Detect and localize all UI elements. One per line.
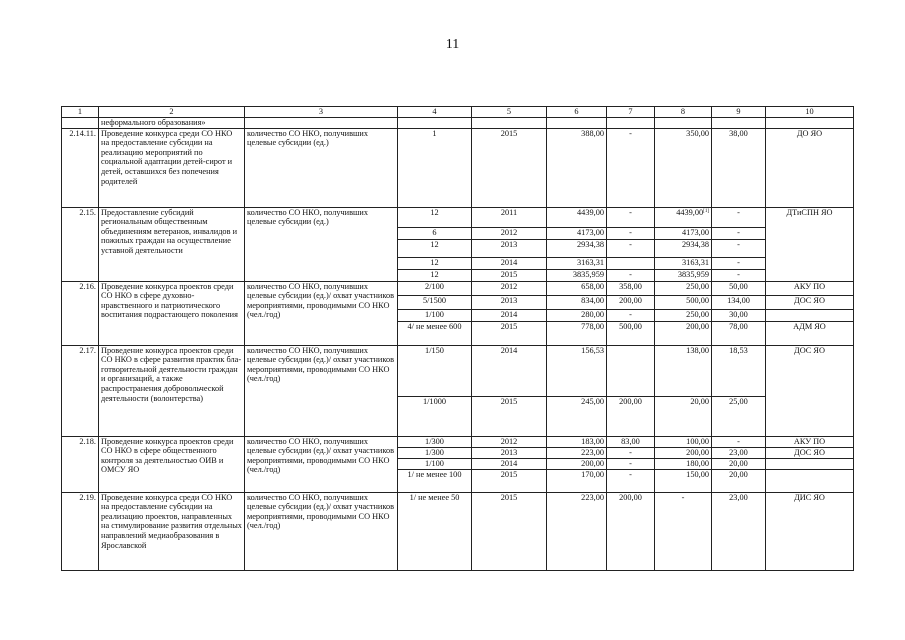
total-amount: 4439,00 bbox=[547, 207, 607, 227]
year: 2011 bbox=[472, 207, 547, 227]
indicator-value: 2/100 bbox=[398, 281, 472, 295]
page-number: 11 bbox=[445, 37, 460, 52]
header-row bbox=[62, 107, 854, 118]
total-amount: 3835,959 bbox=[547, 269, 607, 281]
year: 2015 bbox=[472, 492, 547, 570]
col-7-value: 200,00 bbox=[607, 492, 655, 570]
col-9-value: - bbox=[712, 227, 766, 239]
col-9-value: 25,00 bbox=[712, 396, 766, 436]
year: 2013 bbox=[472, 447, 547, 458]
row-number: 2.19. bbox=[62, 492, 99, 570]
total-amount: 170,00 bbox=[547, 469, 607, 492]
indicator-value: 1/ не менее 50 bbox=[398, 492, 472, 570]
col-7-value: - bbox=[607, 239, 655, 257]
col-7-value: 500,00 bbox=[607, 321, 655, 345]
indicator-value: 1/100 bbox=[398, 458, 472, 469]
col-7-value: - bbox=[607, 447, 655, 458]
col-9-value: - bbox=[712, 269, 766, 281]
total-amount: 280,00 bbox=[547, 309, 607, 321]
col-8-value: 500,00 bbox=[655, 295, 712, 309]
col-8-value: 100,00 bbox=[655, 436, 712, 447]
continuation-text: неформального образования» bbox=[99, 117, 245, 128]
responsible-org: ДОС ЯО bbox=[766, 295, 854, 309]
row-number: 2.18. bbox=[62, 436, 99, 492]
col-9-value: - bbox=[712, 436, 766, 447]
col-8-value: 250,00 bbox=[655, 281, 712, 295]
indicator-value: 5/1500 bbox=[398, 295, 472, 309]
indicator-value: 1/300 bbox=[398, 447, 472, 458]
year: 2014 bbox=[472, 309, 547, 321]
indicator-value: 1/100 bbox=[398, 309, 472, 321]
total-amount: 3163,31 bbox=[547, 257, 607, 269]
col-9-value: 134,00 bbox=[712, 295, 766, 309]
col-8-value: 3163,31 bbox=[655, 257, 712, 269]
col-8-value: 250,00 bbox=[655, 309, 712, 321]
year: 2014 bbox=[472, 345, 547, 396]
indicator-value: 6 bbox=[398, 227, 472, 239]
year: 2015 bbox=[472, 269, 547, 281]
total-amount: 388,00 bbox=[547, 128, 607, 207]
col-8-value: 20,00 bbox=[655, 396, 712, 436]
col-7-value: - bbox=[607, 458, 655, 469]
header-cell: 9 bbox=[712, 107, 766, 118]
measure-name: Проведение конкурса проектов среди СО НКО в сфере развития практик бла-готворительной деятельности граждан и организаций, а также распространения добровольческой деятельности (волонтерства) bbox=[99, 345, 245, 436]
table-row bbox=[62, 207, 854, 227]
measure-name: Предоставление субсидий региональным общественным объединениям ветеранов, инвалидов и пожилых граждан на осуществление уставной деятельности bbox=[99, 207, 245, 281]
col-9-value: 78,00 bbox=[712, 321, 766, 345]
measure-name: Проведение конкурса проектов среди СО НКО в сфере общественного контроля за деятельностью ОИВ и ОМСУ ЯО bbox=[99, 436, 245, 492]
responsible-org: ДО ЯО bbox=[766, 128, 854, 207]
col-7-value: 200,00 bbox=[607, 295, 655, 309]
col-9-value: - bbox=[712, 207, 766, 227]
col-9-value: 20,00 bbox=[712, 458, 766, 469]
indicator-value: 4/ не менее 600 bbox=[398, 321, 472, 345]
header-cell: 8 bbox=[655, 107, 712, 118]
col-9-value: 50,00 bbox=[712, 281, 766, 295]
col-7-value: - bbox=[607, 309, 655, 321]
col-8-value: 138,00 bbox=[655, 345, 712, 396]
total-amount: 200,00 bbox=[547, 458, 607, 469]
col-9-value: - bbox=[712, 257, 766, 269]
col-7-value: 358,00 bbox=[607, 281, 655, 295]
col-9-value: 30,00 bbox=[712, 309, 766, 321]
responsible-org: ДОС ЯО bbox=[766, 345, 854, 436]
header-cell: 4 bbox=[398, 107, 472, 118]
total-amount: 658,00 bbox=[547, 281, 607, 295]
indicator: количество СО НКО, получивших целевые субсидии (ед.)/ охват участников мероприятиями, проводимыми СО НКО (чел./год) bbox=[245, 345, 398, 436]
col-7-value: - bbox=[607, 469, 655, 492]
col-7-value: 83,00 bbox=[607, 436, 655, 447]
row-number: 2.16. bbox=[62, 281, 99, 345]
col-8-value: - bbox=[655, 492, 712, 570]
indicator-value: 12 bbox=[398, 239, 472, 257]
header-cell: 7 bbox=[607, 107, 655, 118]
col-7-value: - bbox=[607, 128, 655, 207]
year: 2015 bbox=[472, 469, 547, 492]
table-row bbox=[62, 345, 854, 396]
col-8-value bbox=[655, 207, 712, 227]
col-9-value: 18,53 bbox=[712, 345, 766, 396]
measure-name: Проведение конкурса проектов среди СО НКО в сфере духовно-нравственного и патриотического воспитания подрастающего поколения bbox=[99, 281, 245, 345]
indicator: количество СО НКО, получивших целевые субсидии (ед.)/ охват участников мероприятиями, проводимыми СО НКО (чел./год) bbox=[245, 492, 398, 570]
total-amount: 183,00 bbox=[547, 436, 607, 447]
indicator-value: 12 bbox=[398, 269, 472, 281]
row-number: 2.17. bbox=[62, 345, 99, 436]
col-9-value: 23,00 bbox=[712, 447, 766, 458]
year: 2013 bbox=[472, 239, 547, 257]
col-8-value: 3835,959 bbox=[655, 269, 712, 281]
header-cell: 5 bbox=[472, 107, 547, 118]
col-8-value: 4173,00 bbox=[655, 227, 712, 239]
responsible-org bbox=[766, 469, 854, 492]
responsible-org bbox=[766, 458, 854, 469]
row-number: 2.14.11. bbox=[62, 128, 99, 207]
indicator-value: 1/1000 bbox=[398, 396, 472, 436]
table-row bbox=[62, 281, 854, 295]
responsible-org: АКУ ПО bbox=[766, 281, 854, 295]
footnote-mark: [1] bbox=[703, 208, 709, 214]
header-cell: 6 bbox=[547, 107, 607, 118]
total-amount: 223,00 bbox=[547, 447, 607, 458]
col-8-value: 150,00 bbox=[655, 469, 712, 492]
col-9-value: 23,00 bbox=[712, 492, 766, 570]
measure-name: Проведение конкурса среди СО НКО на предоставление субсидии на реализацию мероприятий по социальной адаптации детей-сирот и детей, оставшихся без попечения родителей bbox=[99, 128, 245, 207]
col-8-value: 2934,38 bbox=[655, 239, 712, 257]
indicator: количество СО НКО, получивших целевые субсидии (ед.)/ охват участников мероприятиями, проводимыми СО НКО (чел./год) bbox=[245, 281, 398, 345]
col-7-value: - bbox=[607, 207, 655, 227]
total-amount: 4173,00 bbox=[547, 227, 607, 239]
row-number: 2.15. bbox=[62, 207, 99, 281]
year: 2012 bbox=[472, 281, 547, 295]
program-table bbox=[61, 106, 854, 571]
year: 2012 bbox=[472, 436, 547, 447]
responsible-org: АДМ ЯО bbox=[766, 321, 854, 345]
responsible-org: ДИС ЯО bbox=[766, 492, 854, 570]
total-amount: 223,00 bbox=[547, 492, 607, 570]
header-cell: 10 bbox=[766, 107, 854, 118]
indicator-value: 1/ не менее 100 bbox=[398, 469, 472, 492]
table-row bbox=[62, 117, 854, 128]
total-amount: 2934,38 bbox=[547, 239, 607, 257]
year: 2013 bbox=[472, 295, 547, 309]
responsible-org bbox=[766, 309, 854, 321]
indicator-value: 12 bbox=[398, 207, 472, 227]
col-8-amount: 4439,00 bbox=[676, 207, 704, 217]
indicator: количество СО НКО, получивших целевые субсидии (ед.) bbox=[245, 128, 398, 207]
col-8-value: 180,00 bbox=[655, 458, 712, 469]
indicator-value: 1 bbox=[398, 128, 472, 207]
year: 2014 bbox=[472, 458, 547, 469]
col-7-value: - bbox=[607, 269, 655, 281]
indicator-value: 12 bbox=[398, 257, 472, 269]
table-row bbox=[62, 128, 854, 207]
year: 2015 bbox=[472, 396, 547, 436]
year: 2012 bbox=[472, 227, 547, 239]
col-8-value: 350,00 bbox=[655, 128, 712, 207]
col-9-value: 20,00 bbox=[712, 469, 766, 492]
indicator: количество СО НКО, получивших целевые субсидии (ед.)/ охват участников мероприятиями, проводимыми СО НКО (чел./год) bbox=[245, 436, 398, 492]
indicator-value: 1/150 bbox=[398, 345, 472, 396]
total-amount: 834,00 bbox=[547, 295, 607, 309]
col-9-value: - bbox=[712, 239, 766, 257]
col-7-value: 200,00 bbox=[607, 396, 655, 436]
col-7-value: - bbox=[607, 227, 655, 239]
header-cell: 2 bbox=[99, 107, 245, 118]
responsible-org: АКУ ПО bbox=[766, 436, 854, 447]
col-9-value: 38,00 bbox=[712, 128, 766, 207]
indicator-value: 1/300 bbox=[398, 436, 472, 447]
indicator: количество СО НКО, получивших целевые субсидии (ед.) bbox=[245, 207, 398, 281]
responsible-org: ДТиСПН ЯО bbox=[766, 207, 854, 281]
header-cell: 1 bbox=[62, 107, 99, 118]
col-8-value: 200,00 bbox=[655, 321, 712, 345]
total-amount: 778,00 bbox=[547, 321, 607, 345]
table-row bbox=[62, 436, 854, 447]
year: 2015 bbox=[472, 321, 547, 345]
year: 2015 bbox=[472, 128, 547, 207]
measure-name: Проведение конкурса среди СО НКО на предоставление субсидии на реализацию проектов, направленных на стимулирование развития отдельных направлений медиаобразования в Ярославской bbox=[99, 492, 245, 570]
col-7-value bbox=[607, 257, 655, 269]
total-amount: 245,00 bbox=[547, 396, 607, 436]
responsible-org: ДОС ЯО bbox=[766, 447, 854, 458]
year: 2014 bbox=[472, 257, 547, 269]
table-row bbox=[62, 492, 854, 570]
header-cell: 3 bbox=[245, 107, 398, 118]
total-amount: 156,53 bbox=[547, 345, 607, 396]
col-7-value bbox=[607, 345, 655, 396]
col-8-value: 200,00 bbox=[655, 447, 712, 458]
